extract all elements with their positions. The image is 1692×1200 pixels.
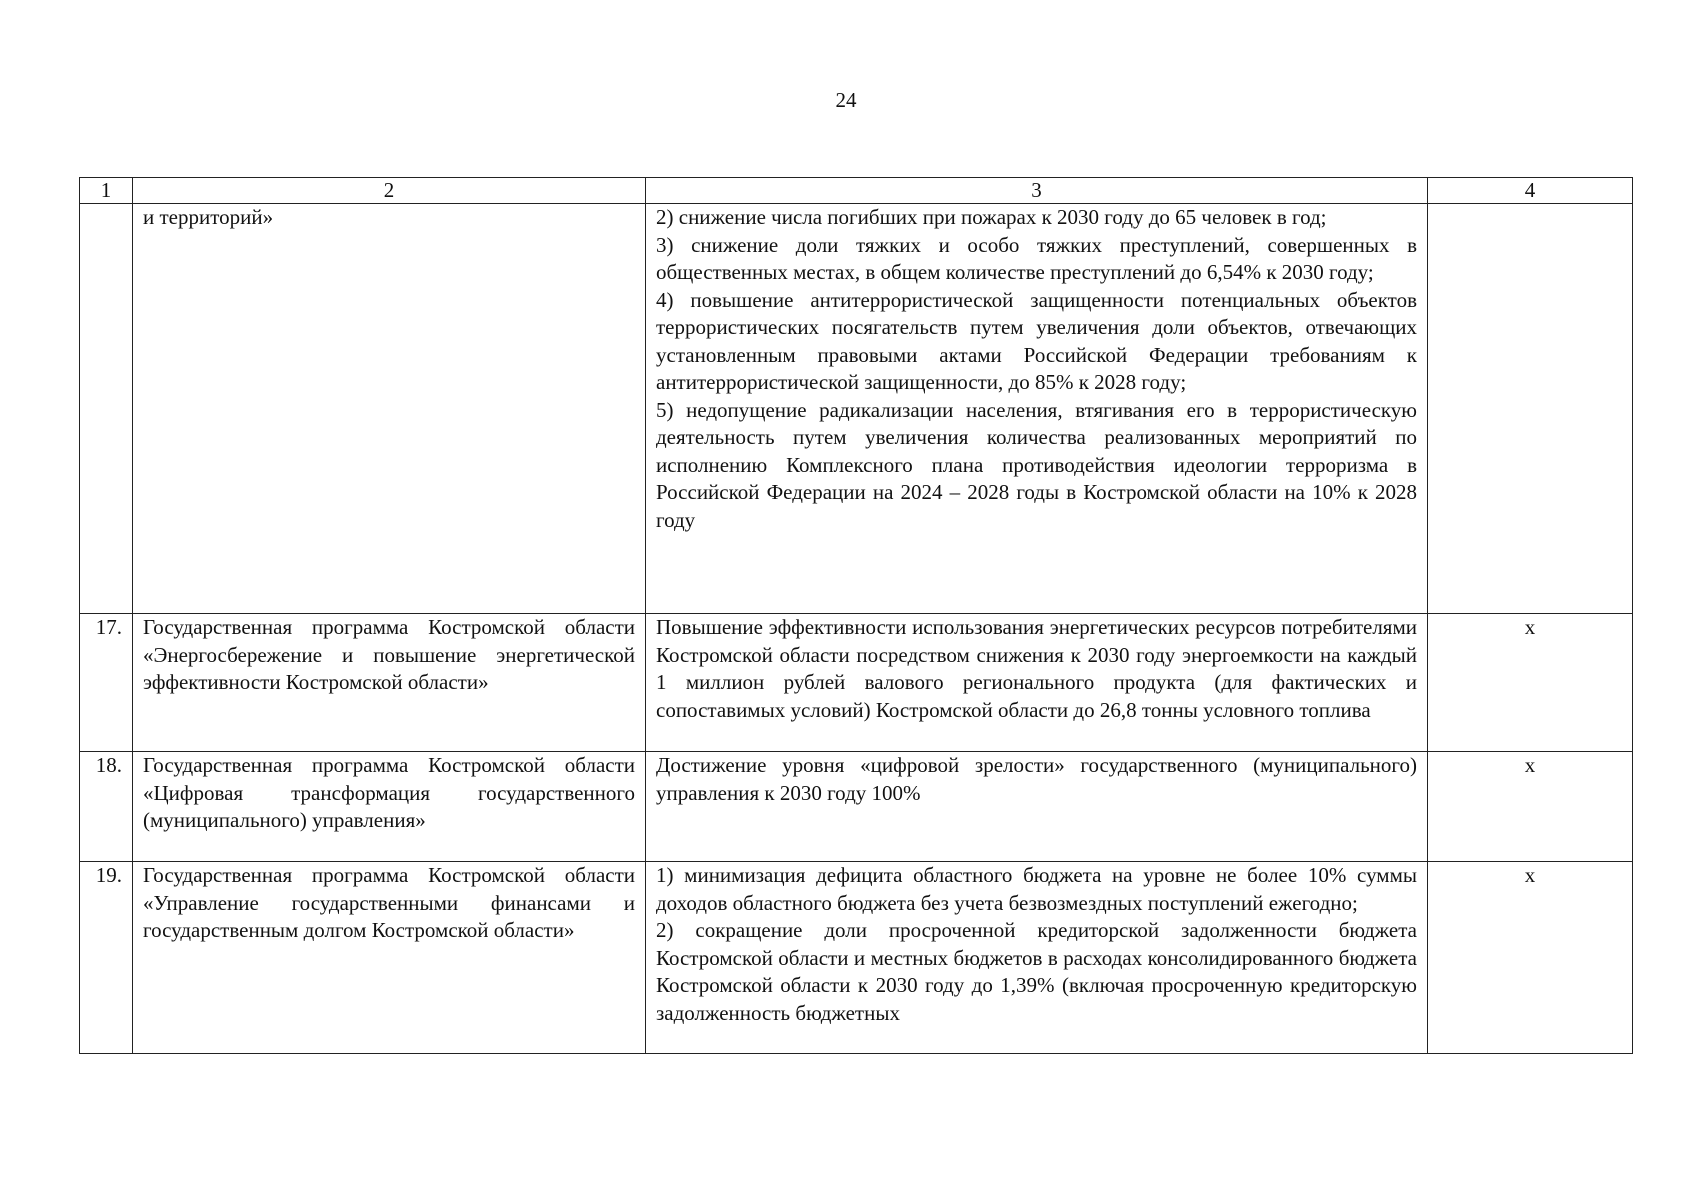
- program-name: Государственная программа Костромской области «Управление государственными финансами и государственным долгом Костромской области»: [133, 862, 646, 1054]
- program-goals: [646, 204, 1428, 614]
- header-row: [80, 178, 1633, 204]
- row-mark: х: [1428, 752, 1633, 862]
- header-col-1: 1: [80, 178, 133, 204]
- row-mark: [1428, 204, 1633, 614]
- row-number: [80, 204, 133, 614]
- row-mark: х: [1428, 614, 1633, 752]
- table-row: [80, 862, 1633, 1054]
- row-mark: х: [1428, 862, 1633, 1054]
- page-number: 24: [835, 88, 857, 112]
- program-name: Государственная программа Костромской области «Энергосбережение и повышение энергетической эффективности Костромской области»: [133, 614, 646, 752]
- table-row: [80, 614, 1633, 752]
- goal-item: 1) минимизация дефицита областного бюджета на уровне не более 10% суммы доходов областного бюджета без учета безвозмездных поступлений ежегодно;: [656, 863, 1417, 915]
- row-number: 18.: [80, 752, 133, 862]
- row-number: 19.: [80, 862, 133, 1054]
- goal-item: Повышение эффективности использования энергетических ресурсов потребителями Костромской области посредством снижения к 2030 году энергоемкости на каждый 1 миллион рублей валового регионального продукта (для фактических и сопоставимых условий) Костромской области до 26,8 тонны условного топлива: [656, 615, 1417, 722]
- goal-item: Достижение уровня «цифровой зрелости» государственного (муниципального) управления к 2030 году 100%: [656, 753, 1417, 805]
- programs-table: [79, 177, 1633, 1054]
- goal-item: 3) снижение доли тяжких и особо тяжких преступлений, совершенных в общественных местах, в общем количестве преступлений до 6,54% к 2030 году;: [656, 232, 1417, 284]
- header-col-4: 4: [1428, 178, 1633, 204]
- program-goals: [646, 614, 1428, 752]
- header-col-3: 3: [646, 178, 1428, 204]
- program-goals: [646, 752, 1428, 862]
- table-row: [80, 204, 1633, 614]
- row-number: 17.: [80, 614, 133, 752]
- goal-item: 2) снижение числа погибших при пожарах к 2030 году до 65 человек в год;: [656, 205, 1327, 229]
- goal-item: 2) сокращение доли просроченной кредиторской задолженности бюджета Костромской области и местных бюджетов в расходах консолидированного бюджета Костромской области к 2030 году до 1,39% (включая просроченную кредиторскую задолженность бюджетных: [656, 918, 1417, 1025]
- program-goals: [646, 862, 1428, 1054]
- goal-item: 5) недопущение радикализации населения, втягивания его в террористическую деятельность путем увеличения количества реализованных мероприятий по исполнению Комплексного плана противодействия идеологии терроризма в Российской Федерации на 2024 – 2028 годы в Костромской области на 10% к 2028 году: [656, 397, 1417, 532]
- goal-item: 4) повышение антитеррористической защищенности потенциальных объектов террористических посягательств путем увеличения доли объектов, отвечающих установленным правовыми актами Российской Федерации требованиям к антитеррористической защищенности, до 85% к 2028 году;: [656, 287, 1417, 394]
- header-col-2: 2: [133, 178, 646, 204]
- table-row: [80, 752, 1633, 862]
- program-name: Государственная программа Костромской области «Цифровая трансформация государственного (муниципального) управления»: [133, 752, 646, 862]
- program-name: и территорий»: [133, 204, 646, 614]
